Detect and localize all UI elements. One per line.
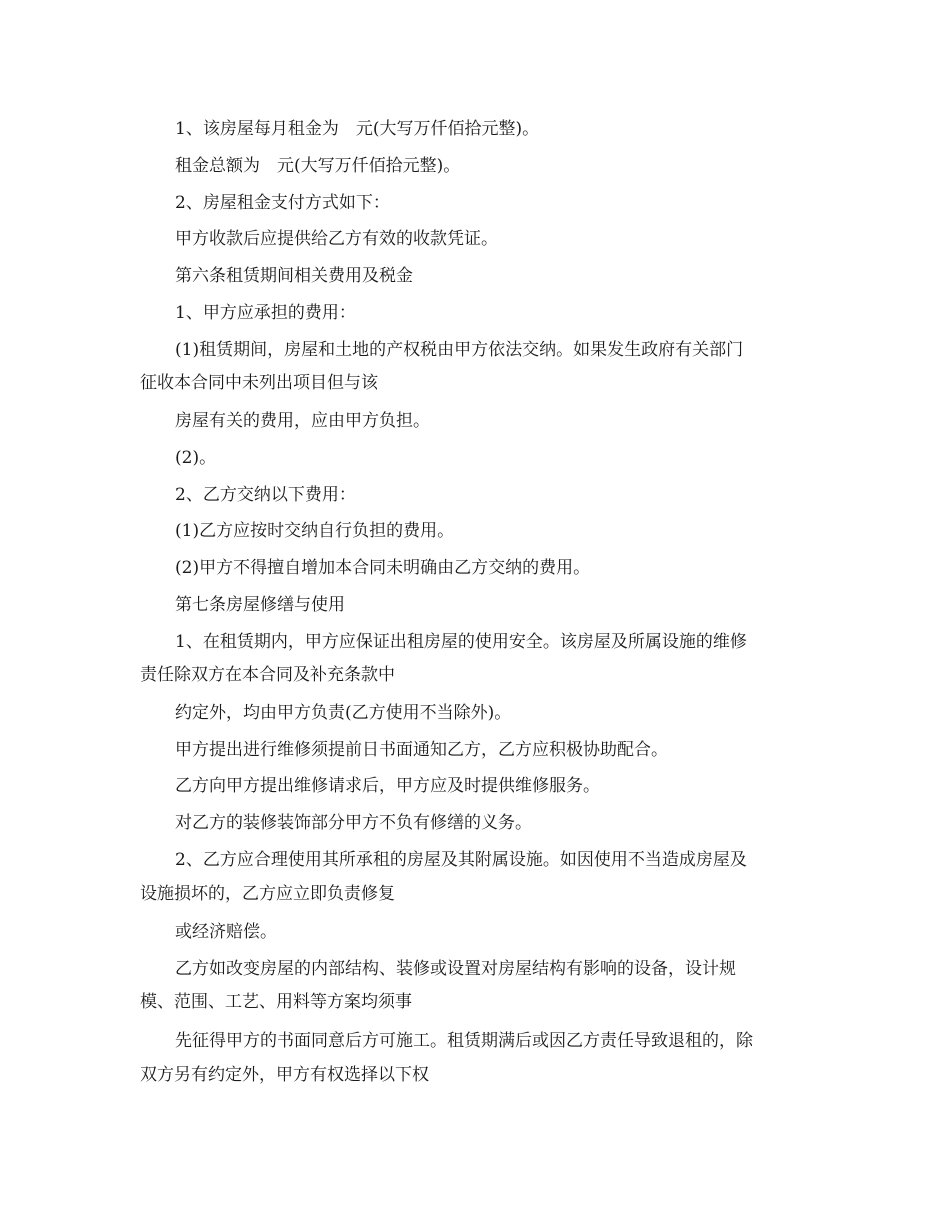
- text-line: 乙方向甲方提出维修请求后，甲方应及时提供维修服务。: [175, 776, 600, 796]
- text-line: 2、乙方交纳以下费用：: [175, 485, 356, 505]
- text-line: 设施损坏的，乙方应立即负责修复: [140, 884, 395, 904]
- text-line: 2、房屋租金支付方式如下：: [175, 193, 390, 213]
- text-line: (2)。: [175, 448, 217, 468]
- text-line: 双方另有约定外，甲方有权选择以下权: [140, 1065, 429, 1085]
- text-line: 模、范围、工艺、用料等方案均须事: [140, 992, 412, 1012]
- text-line: 1、甲方应承担的费用：: [175, 303, 356, 323]
- text-line: 对乙方的装修装饰部分甲方不负有修缮的义务。: [175, 813, 532, 833]
- text-line: 2、乙方应合理使用其所承租的房屋及其附属设施。如因使用不当造成房屋及: [175, 850, 747, 870]
- text-line: 先征得甲方的书面同意后方可施工。租赁期满后或因乙方责任导致退租的，除: [175, 1031, 753, 1051]
- text-line: 责任除双方在本合同及补充条款中: [140, 665, 395, 685]
- text-line: 征收本合同中未列出项目但与该: [140, 373, 378, 393]
- text-line: 甲方提出进行维修须提前日书面通知乙方，乙方应积极协助配合。: [175, 740, 668, 760]
- text-line: 乙方如改变房屋的内部结构、装修或设置对房屋结构有影响的设备，设计规: [175, 959, 736, 979]
- text-line: (1)租赁期间，房屋和土地的产权税由甲方依法交纳。如果发生政府有关部门: [175, 340, 744, 360]
- text-line: 约定外，均由甲方负责(乙方使用不当除外)。: [175, 703, 512, 723]
- text-line: (2)甲方不得擅自增加本合同未明确由乙方交纳的费用。: [175, 558, 591, 578]
- text-line: 租金总额为 元(大写万仟佰拾元整)。: [175, 156, 461, 176]
- text-line: (1)乙方应按时交纳自行负担的费用。: [175, 521, 455, 541]
- text-line: 或经济赔偿。: [175, 922, 277, 942]
- text-line: 房屋有关的费用，应由甲方负担。: [175, 411, 430, 431]
- section-heading: 第六条租赁期间相关费用及税金: [175, 266, 413, 286]
- text-line: 甲方收款后应提供给乙方有效的收款凭证。: [175, 229, 498, 249]
- text-line: 1、在租赁期内，甲方应保证出租房屋的使用安全。该房屋及所属设施的维修: [175, 632, 747, 652]
- section-heading: 第七条房屋修缮与使用: [175, 595, 345, 615]
- text-line: 1、该房屋每月租金为 元(大写万仟佰拾元整)。: [175, 119, 540, 139]
